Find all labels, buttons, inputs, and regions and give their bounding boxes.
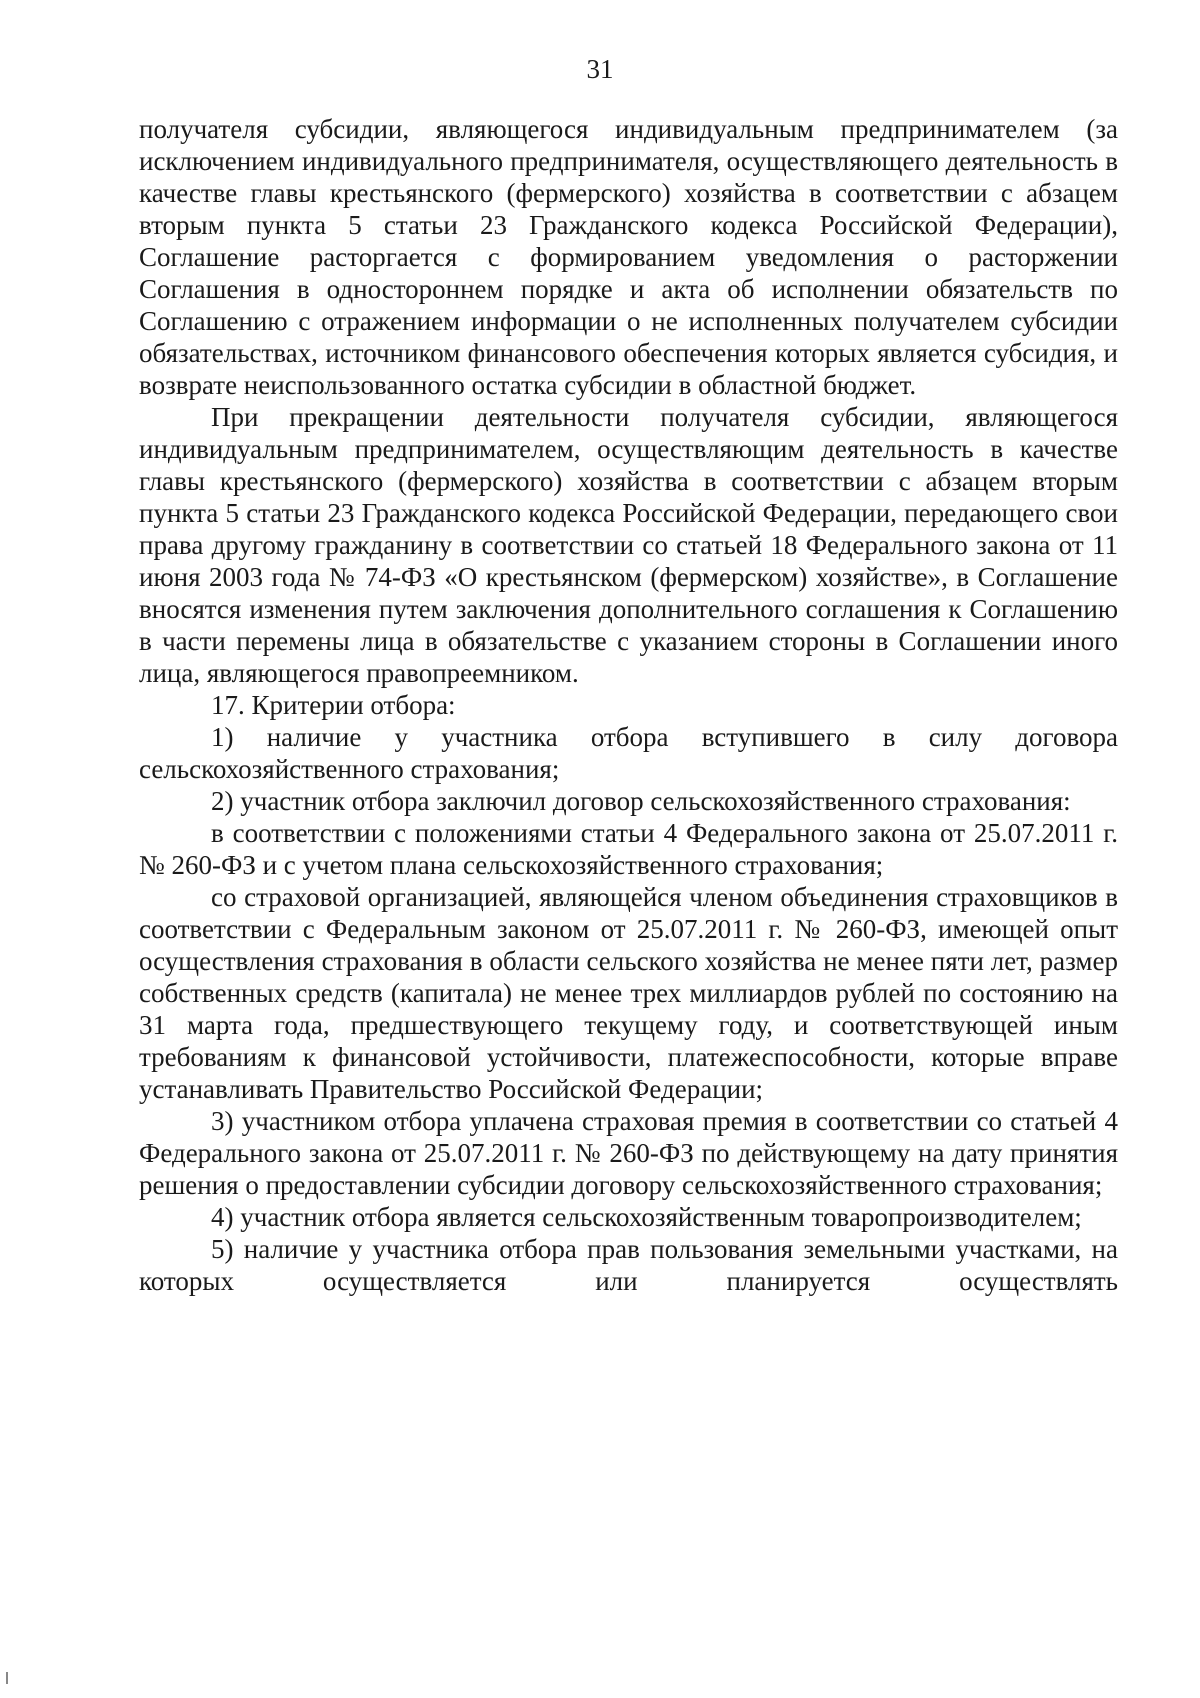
criterion-2-subitem-b: со страховой организацией, являющейся членом объединения страховщиков в соответствии с Федеральным законом от 25.07.2011 г. № 260-ФЗ, имеющей опыт осуществления страхования в области сельского хозяйства не менее пяти лет, размер собственных средств (капитала) не менее трех миллиардов рублей по состоянию на 31 марта года, предшествующего текущему году, и соответствующей иным требованиям к финансовой устойчивости, платежеспособности, которые вправе устанавливать Правительство Российской Федерации;	[139, 882, 1118, 1104]
criterion-2-subitem-a: в соответствии с положениями статьи 4 Федерального закона от 25.07.2011 г. № 260-ФЗ и с учетом плана сельскохозяйственного страхования;	[139, 818, 1118, 880]
paragraph-succession: При прекращении деятельности получателя субсидии, являющегося индивидуальным предпринимателем, осуществляющим деятельность в качестве главы крестьянского (фермерского) хозяйства в соответствии с абзацем вторым пункта 5 статьи 23 Гражданского кодекса Российской Федерации, передающего свои права другому гражданину в соответствии со статьей 18 Федерального закона от 11 июня 2003 года № 74-ФЗ «О крестьянском (фермерском) хозяйстве», в Соглашение вносятся изменения путем заключения дополнительного соглашения к Соглашению в части перемены лица в обязательстве с указанием стороны в Соглашении иного лица, являющегося правопреемником.	[139, 402, 1118, 688]
document-body	[139, 113, 1118, 1297]
criterion-4: 4) участник отбора является сельскохозяйственным товаропроизводителем;	[211, 1202, 1082, 1232]
criterion-2: 2) участник отбора заключил договор сельскохозяйственного страхования:	[211, 786, 1071, 816]
criterion-3: 3) участником отбора уплачена страховая премия в соответствии со статьей 4 Федерального закона от 25.07.2011 г. № 260-ФЗ по действующему на дату принятия решения о предоставлении субсидии договору сельскохозяйственного страхования;	[139, 1106, 1118, 1200]
paragraph-continuation: получателя субсидии, являющегося индивидуальным предпринимателем (за исключением индивидуального предпринимателя, осуществляющего деятельность в качестве главы крестьянского (фермерского) хозяйства в соответствии с абзацем вторым пункта 5 статьи 23 Гражданского кодекса Российской Федерации), Соглашение расторгается с формированием уведомления о расторжении Соглашения в одностороннем порядке и акта об исполнении обязательств по Соглашению с отражением информации о не исполненных получателем субсидии обязательствах, источником финансового обеспечения которых является субсидия, и возврате неиспользованного остатка субсидии в областной бюджет.	[139, 114, 1118, 400]
page-number: 31	[586, 54, 614, 84]
criterion-1: 1) наличие у участника отбора вступившего в силу договора сельскохозяйственного страхования;	[139, 722, 1118, 784]
section-heading-17: 17. Критерии отбора:	[211, 690, 456, 720]
scan-margin-mark	[6, 1672, 8, 1684]
criterion-5: 5) наличие у участника отбора прав пользования земельными участками, на которых осуществляется или планируется осуществлять	[139, 1234, 1118, 1296]
